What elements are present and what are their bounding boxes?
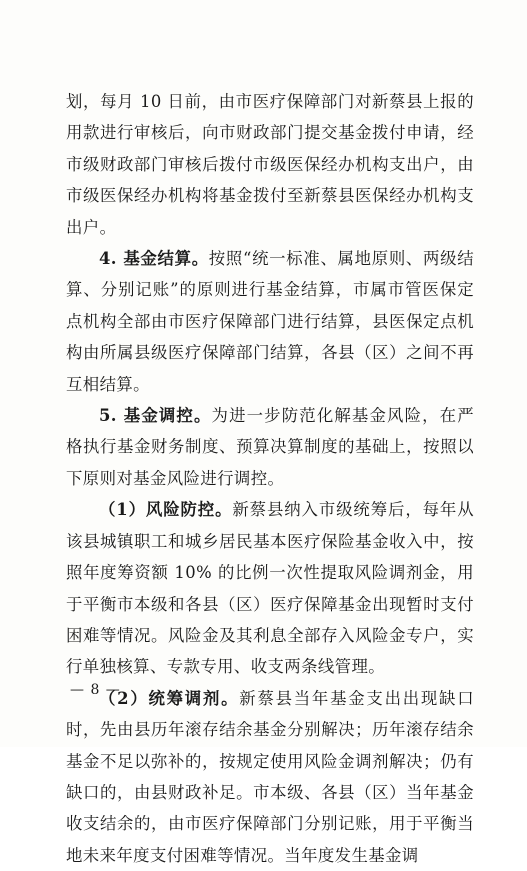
paragraph-fund-settlement — [66, 243, 474, 400]
page-number: — 8 — — [70, 682, 121, 698]
paragraph-text: 新蔡县纳入市级统筹后，每年从该县城镇职工和城乡居民基本医疗保险基金收入中，按照年度筹资额 10% 的比例一次性提取风险调剂金，用于平衡市本级和各县（区）医疗保障基金出现暂时支付困难等情况。风险金及其利息全部存入风险金专户，实行单独核算、专款专用、收支两条线管理。 — [66, 500, 474, 677]
section-heading-overall-adjustment: （2）统筹调剂。 — [99, 688, 240, 708]
section-heading-risk-control: （1）风险防控。 — [99, 500, 233, 520]
paragraph-text: 按照“统一标准、属地原则、两级结算、分别记账”的原则进行基金结算，市属市管医保定点机构全部由市医疗保障部门进行结算，县医保定点机构由所属县级医疗保障部门结算，各县（区）之间不再互相结算。 — [66, 249, 474, 394]
paragraph-fund-regulation — [66, 400, 474, 494]
paragraph-continuation — [66, 86, 474, 243]
paragraph-text: 新蔡县当年基金支出出现缺口时，先由县历年滚存结余基金分别解决；历年滚存结余基金不足以弥补的，按规定使用风险金调剂解决；仍有缺口的，由县财政补足。市本级、各县（区）当年基金收支结余的，由市医疗保障部门分别记账，用于平衡当地未来年度支付困难等情况。当年度发生基金调 — [66, 688, 474, 865]
section-heading-fund-settlement: 4. 基金结算。 — [99, 249, 209, 269]
paragraph-text: 划，每月 10 日前，由市医疗保障部门对新蔡县上报的用款进行审核后，向市财政部门提交基金拨付申请，经市级财政部门审核后拨付市级医保经办机构支出户，由市级医保经办机构将基金拨付至新蔡县医保经办机构支出户。 — [66, 92, 474, 237]
paragraph-overall-adjustment — [66, 683, 474, 871]
paragraph-text: 为进一步防范化解基金风险，在严格执行基金财务制度、预算决算制度的基础上，按照以下原则对基金风险进行调控。 — [66, 406, 474, 488]
document-body — [66, 86, 474, 871]
paragraph-risk-control — [66, 494, 474, 682]
section-heading-fund-regulation: 5. 基金调控。 — [99, 406, 212, 426]
